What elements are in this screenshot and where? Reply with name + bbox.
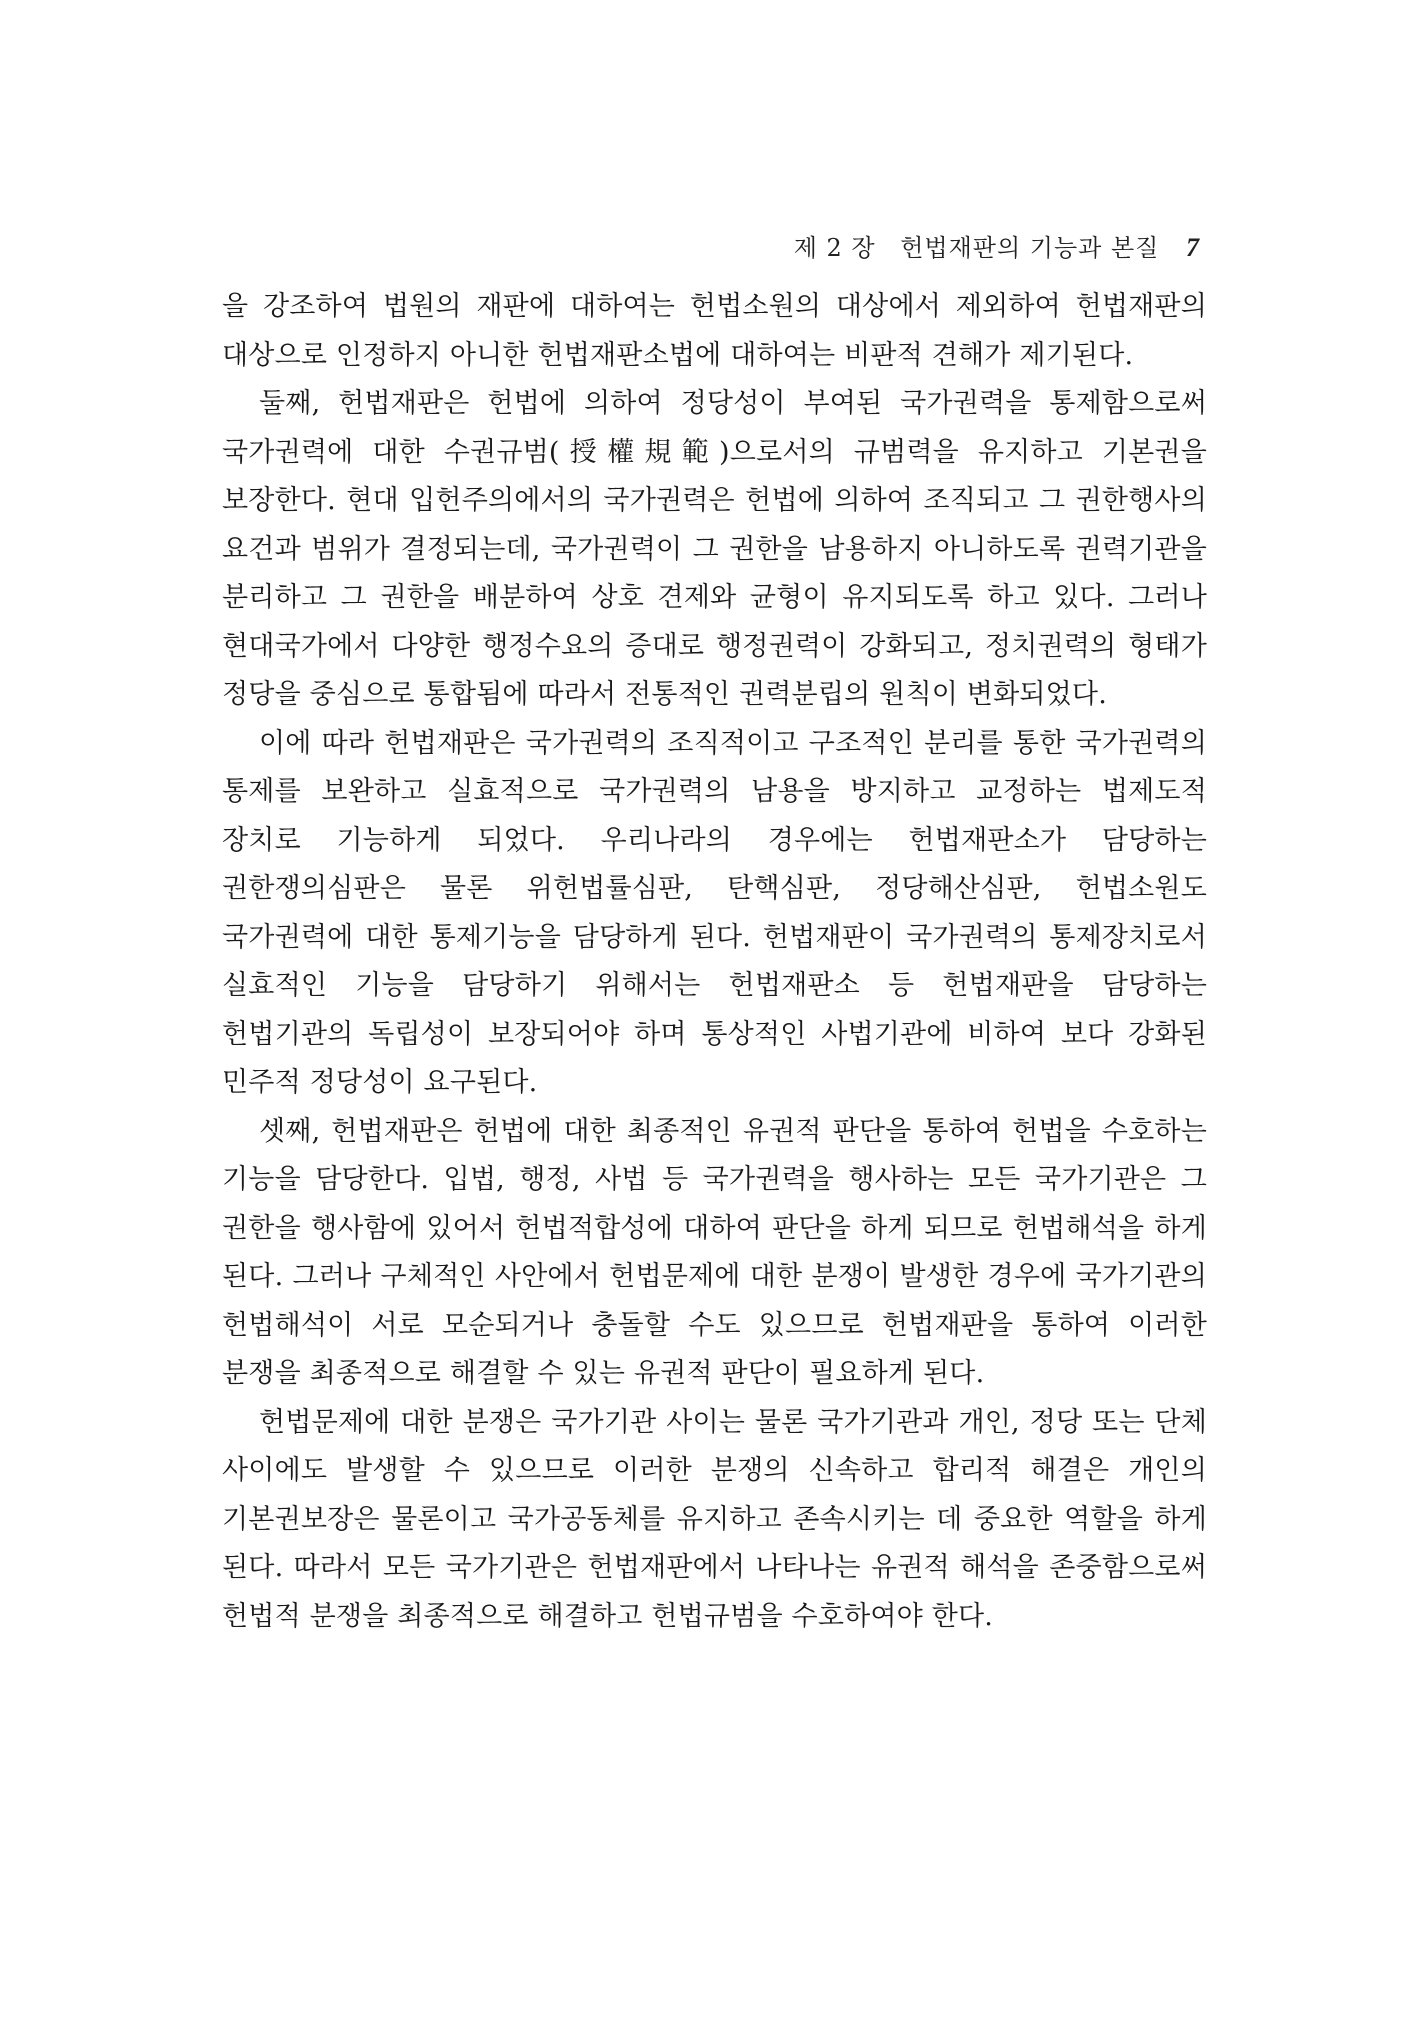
paragraph-continuation: 을 강조하여 법원의 재판에 대하여는 헌법소원의 대상에서 제외하여 헌법재판의 대상으로 인정하지 아니한 헌법재판소법에 대하여는 비판적 견해가 제기된다. bbox=[222, 291, 1207, 371]
body-text bbox=[222, 283, 1207, 1641]
paragraph-second-function: 둘째, 헌법재판은 헌법에 의하여 정당성이 부여된 국가권력을 통제함으로써 국가권력에 대한 수권규범(授權規範)으로서의 규범력을 유지하고 기본권을 보장한다. 현대 입헌주의에서의 국가권력은 헌법에 의하여 조직되고 그 권한행사의 요건과 범위가 결정되는데, 국가권력이 그 권한을 남용하지 아니하도록 권력기관을 분리하고 그 권한을 배분하여 상호 견제와 균형이 유지되도록 하고 있다. 그러나 현대국가에서 다양한 행정수요의 증대로 행정권력이 강화되고, 정치권력의 형태가 정당을 중심으로 통합됨에 따라서 전통적인 권력분립의 원칙이 변화되었다. bbox=[222, 388, 1207, 710]
paragraph-third-function: 셋째, 헌법재판은 헌법에 대한 최종적인 유권적 판단을 통하여 헌법을 수호하는 기능을 담당한다. 입법, 행정, 사법 등 국가권력을 행사하는 모든 국가기관은 그 권한을 행사함에 있어서 헌법적합성에 대하여 판단을 하게 되므로 헌법해석을 하게 된다. 그러나 구체적인 사안에서 헌법문제에 대한 분쟁이 발생한 경우에 국가기관의 헌법해석이 서로 모순되거나 충돌할 수도 있으므로 헌법재판을 통하여 이러한 분쟁을 최종적으로 해결할 수 있는 유권적 판단이 필요하게 된다. bbox=[222, 1115, 1207, 1389]
page-number: 7 bbox=[1186, 233, 1200, 262]
running-header bbox=[794, 228, 1200, 263]
chapter-title: 헌법재판의 기능과 본질 bbox=[900, 234, 1160, 262]
paragraph-power-control: 이에 따라 헌법재판은 국가권력의 조직적이고 구조적인 분리를 통한 국가권력의 통제를 보완하고 실효적으로 국가권력의 남용을 방지하고 교정하는 법제도적 장치로 기능하게 되었다. 우리나라의 경우에는 헌법재판소가 담당하는 권한쟁의심판은 물론 위헌법률심판, 탄핵심판, 정당해산심판, 헌법소원도 국가권력에 대한 통제기능을 담당하게 된다. 헌법재판이 국가권력의 통제장치로서 실효적인 기능을 담당하기 위해서는 헌법재판소 등 헌법재판을 담당하는 헌법기관의 독립성이 보장되어야 하며 통상적인 사법기관에 비하여 보다 강화된 민주적 정당성이 요구된다. bbox=[222, 727, 1207, 1098]
paragraph-dispute-resolution: 헌법문제에 대한 분쟁은 국가기관 사이는 물론 국가기관과 개인, 정당 또는 단체 사이에도 발생할 수 있으므로 이러한 분쟁의 신속하고 합리적 해결은 개인의 기본권보장은 물론이고 국가공동체를 유지하고 존속시키는 데 중요한 역할을 하게 된다. 따라서 모든 국가기관은 헌법재판에서 나타나는 유권적 해석을 존중함으로써 헌법적 분쟁을 최종적으로 해결하고 헌법규범을 수호하여야 한다. bbox=[222, 1406, 1207, 1632]
chapter-label: 제 2 장 bbox=[793, 234, 876, 262]
